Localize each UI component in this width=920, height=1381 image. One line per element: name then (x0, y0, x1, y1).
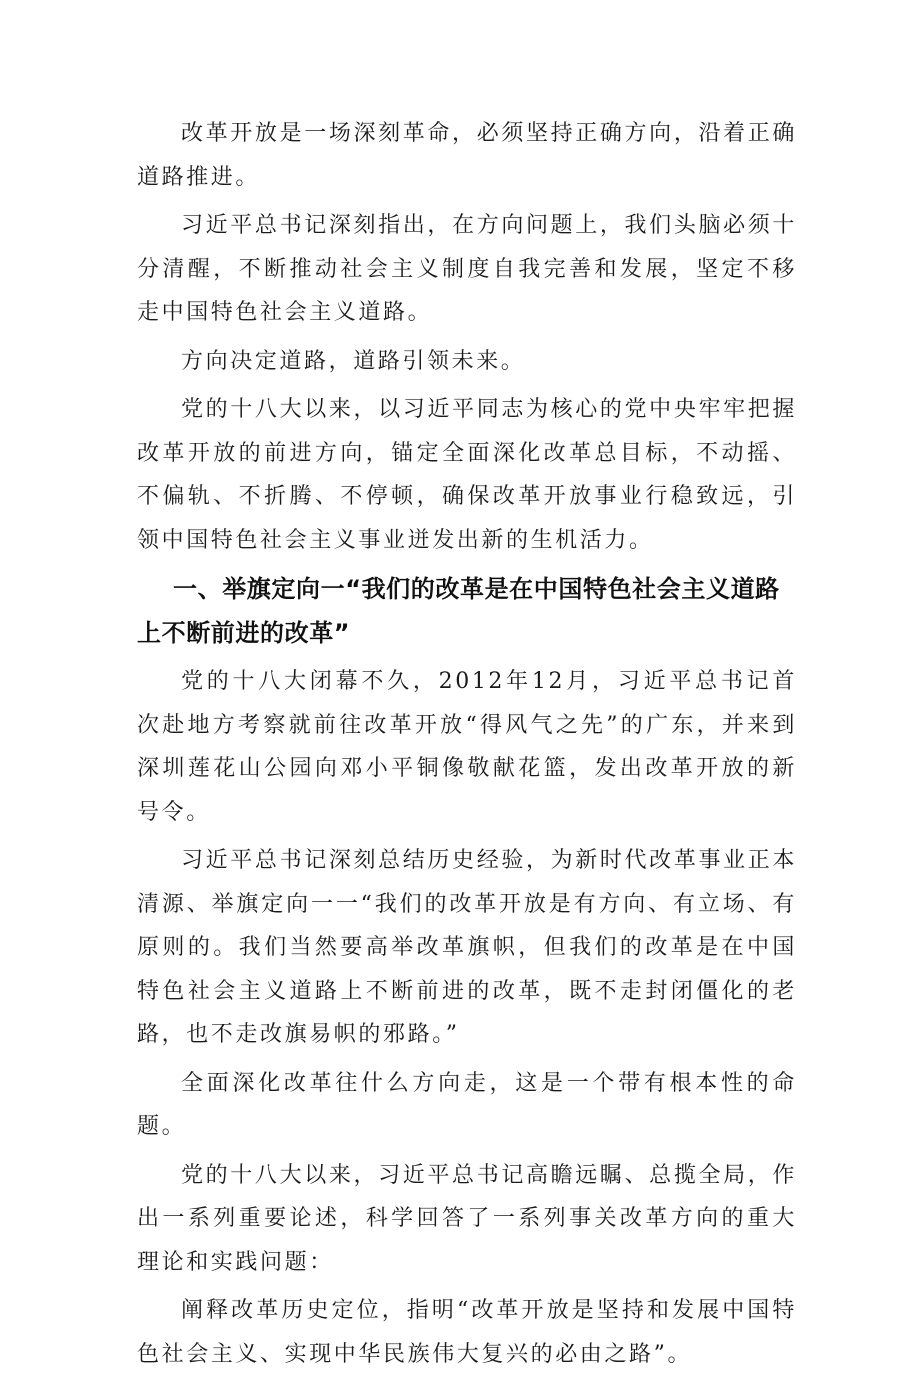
paragraph-4: 党的十八大以来，以习近平同志为核心的党中央牢牢把握改革开放的前进方向，锚定全面深化改革总目标，不动摇、不偏轨、不折腾、不停顿，确保改革开放事业行稳致远，引领中国特色社会主义事业迸发出新的生机活力。 (137, 397, 797, 553)
document-body (137, 112, 797, 1381)
section-paragraph-1: 党的十八大闭幕不久，2012年12月，习近平总书记首次赴地方考察就前往改革开放“得风气之先”的广东，并来到深圳莲花山公园向邓小平铜像敬献花篮，发出改革开放的新号令。 (137, 669, 797, 825)
section-paragraph-5: 阐释改革历史定位，指明“改革开放是坚持和发展中国特色社会主义、实现中华民族伟大复兴的必由之路”。 (137, 1298, 797, 1367)
section-heading: 一、举旗定向一“我们的改革是在中国特色社会主义道路上不断前进的改革” (137, 575, 780, 647)
paragraph-2: 习近平总书记深刻指出，在方向问题上，我们头脑必须十分清醒，不断推动社会主义制度自我完善和发展，坚定不移走中国特色社会主义道路。 (137, 213, 797, 325)
section-paragraph-3: 全面深化改革往什么方向走，这是一个带有根本性的命题。 (137, 1070, 797, 1139)
paragraph-3: 方向决定道路，道路引领未来。 (181, 348, 526, 374)
paragraph-1: 改革开放是一场深刻革命，必须坚持正确方向，沿着正确道路推进。 (137, 121, 797, 190)
section-paragraph-4: 党的十八大以来，习近平总书记高瞻远瞩、总揽全局，作出一系列重要论述，科学回答了一系列事关改革方向的重大理论和实践问题： (137, 1162, 797, 1275)
section-paragraph-2: 习近平总书记深刻总结历史经验，为新时代改革事业正本清源、举旗定向一一“我们的改革开放是有方向、有立场、有原则的。我们当然要高举改革旗帜，但我们的改革是在中国特色社会主义道路上不断前进的改革，既不走封闭僵化的老路，也不走改旗易帜的邪路。” (137, 848, 797, 1047)
